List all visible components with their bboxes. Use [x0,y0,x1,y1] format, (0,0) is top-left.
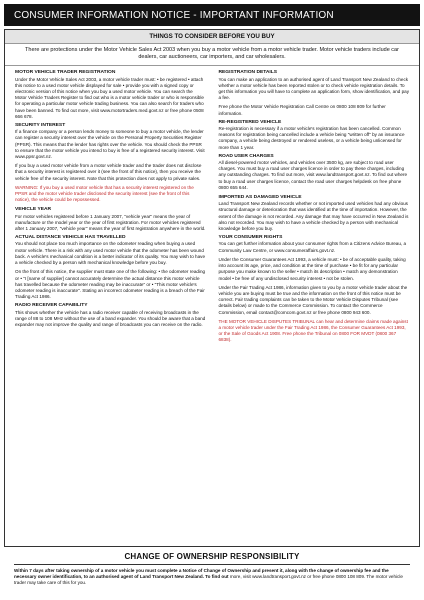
rights-text-2: Under the Consumer Guarantees Act 1993, a vehicle must: • be of acceptable quality, taking into account its age, price, and condition at the time of purchase • be fit for any particular purpose you make known to the seller • match its description • match any demonstration model • be free of any undisclosed security interest • not be stolen. [218,256,406,281]
security-warning: WARNING: If you buy a used motor vehicle that has a security interest registered on the PPSR and the motor vehicle trader disclosed the security interest (see the front of this notice), the vehicle could be repossessed. [15,184,194,203]
security-text-1: If a finance company or a person lends money to someone to buy a motor vehicle, the lender can register a security interest over the vehicle on the Personal Property Securities Register (PPSR). This means that the lender has rights over the vehicle. You should check the PPSR to ensure that the motor vehicle you intend to buy is free of a registered security interest. Visit www.ppsr.govt.nz. [15,129,205,160]
things-heading: THINGS TO CONSIDER BEFORE YOU BUY [5,30,419,44]
ownership-text [4,565,420,586]
damaged-section [219,195,410,232]
radio-section [15,303,206,328]
reregistered-text: Re-registration is necessary if a motor vehicle's registration has been cancelled. Common reasons for registration being cancelled include a vehicle being "written off" by an insurance company, a vehicle being destroyed or rendered useless, or a vehicle being unlicensed for more than 1 year. [218,126,405,150]
trader-section [15,70,206,120]
rights-text-1: You can get further information about your consumer rights from a Citizens Advice Bureau, a Community Law Centre, or www.consumeraffairs.govt.nz. [218,241,407,253]
notice-columns [5,66,419,343]
rights-heading: YOUR CONSUMER RIGHTS [218,235,283,241]
rights-text-3: Under the Fair Trading Act 1986, information given to you by a motor vehicle trader about the vehicle you are buying must be true and the information on the front of this notice must be correct. Fair trading complaints can be taken to the Motor Vehicle Disputes Tribunal (see details below) or made to the Commerce Commission. To contact the Commerce Commission, email contact@comcom.govt.nz or free phone 0800 943 600. [218,284,408,315]
damaged-text: Land Transport New Zealand records whether or not imported used vehicles had any obvious structural damage or deterioration that was identified at the time of importation. However, the extent of the damage is not recorded. Any damage that may have occurred in New Zealand is also not recorded. You may wish to have a vehicle checked by a person with mechanical knowledge before you buy. [218,201,409,232]
registration-heading: REGISTRATION DETAILS [218,70,278,76]
right-column [219,70,410,343]
year-text: For motor vehicles registered before 1 January 2007, "vehicle year" means the year of manufacture or the model year or the year of first registration. For motor vehicles registered after 1 January 2007, "vehicle year" means the year of first registration anywhere in the world. [15,213,206,232]
things-intro: There are protections under the Motor Vehicle Sales Act 2003 when you buy a motor vehicle from a motor vehicle trader. Motor vehicle traders include car dealers, car auctioneers, car importers, and car wholesalers. [5,44,419,66]
distance-text-1: You should not place too much importance on the odometer reading when buying a used motor vehicle. There is a risk with any used motor vehicle that the odometer has been wound back. A vehicle's mechanical condition is a better indicator of its quality. You may wish to have a vehicle checked by a person with mechanical knowledge before you buy. [15,241,206,266]
ruc-text: All diesel-powered motor vehicles, and vehicles over 3500 kg, are subject to road user charges. You must buy a road user charges licence in order to pay these charges, including any outstanding charges. To find out more, visit www.landtransport.govt.nz. To find out where to buy a road user charges licence, contact the road user charges helpdesk on free phone 0800 655 644. [218,160,408,190]
security-heading: SECURITY INTEREST [15,123,66,129]
trader-text: Under the Motor Vehicle Sales Act 2003, a motor vehicle trader must: • be registered • attach this notice to a used motor vehicle displayed for sale • provide you with a signed copy or electronic version of this notice when you buy a used motor vehicle. You can search the Motor Vehicle Traders Register to find out who is a motor vehicle trader or who is responsible for operating a particular motor vehicle trading business. You can also search for traders who have been banned. To find out more, visit www.motortraders.med.govt.nz or free phone 0508 666 678. [15,76,204,119]
year-section [15,207,206,232]
left-column [15,70,206,343]
security-text-2: If you buy a used motor vehicle from a motor vehicle trader and the trader does not disclose that a security interest is registered over it (see the front of this notice), then you receive the vehicle free of the security interest. Note that this protection does not apply to private sales. [15,163,202,181]
page-title: CONSUMER INFORMATION NOTICE - IMPORTANT INFORMATION [4,4,420,26]
rights-section [219,235,410,343]
registration-text-2: Free phone the Motor Vehicle Registration Call Centre on 0800 108 809 for further information. [218,104,386,116]
radio-text: This shows whether the vehicle has a radio receiver capable of receiving broadcasts in the range of 88 to 108 MHz without the use of a band expander. You should be aware that a band expander may not improve the quality and range of broadcasts you can receive on the radio. [15,309,206,327]
registration-text-1: You can make an application to an authorised agent of Land Transport New Zealand to check whether a motor vehicle has been reported stolen or to check vehicle registration details. To get this information you will have to complete an application form, show identification, and pay a fee. [218,76,409,101]
ruc-section [219,154,410,191]
distance-section [15,235,206,300]
year-heading: VEHICLE YEAR [15,207,52,213]
distance-heading: ACTUAL DISTANCE VEHICLE HAS TRAVELLED [15,235,126,241]
reregistered-heading: RE-REGISTERED VEHICLE [218,119,282,125]
trader-heading: MOTOR VEHICLE TRADER REGISTRATION [15,70,116,76]
ownership-rest-text: more, visit www.landtransport.govt.nz or free phone 0800 108 809. The motor vehicle trader may take care of this for you. [14,574,403,585]
reregistered-section [219,120,410,151]
tribunal-text: THE MOTOR VEHICLE DISPUTES TRIBUNAL can hear and determine claims made against a motor vehicle trader under the Fair Trading Act 1986, the Consumer Guarantees Act 1993, or the Sale of Goods Act 1908. Free phone the Tribunal on 0800 FOR MVDT (0800 367 6838). [218,318,408,343]
damaged-heading: IMPORTED AS DAMAGED VEHICLE [218,195,302,201]
registration-section [219,70,410,116]
ownership-heading: CHANGE OF OWNERSHIP RESPONSIBILITY [14,547,410,565]
distance-text-2: On the front of this notice, the supplier must state one of the following: • the odometer reading or • "I [name of supplier] cannot accurately determine the actual distance this motor vehicle has travelled because the odometer reading may be inaccurate" or • "This motor vehicle's odometer reading is inaccurate". Stating an incorrect odometer reading is a breach of the Fair Trading Act 1986. [15,269,206,300]
radio-heading: RADIO RECEIVER CAPABILITY [15,303,88,309]
ruc-heading: ROAD USER CHARGES [218,153,274,159]
security-section [15,123,206,203]
notice-frame [4,29,420,547]
ownership-bold-text: Within 7 days after taking ownership of a motor vehicle you must complete a Notice of Change of Ownership and present it, along with the change of ownership fee and the necessary owner identification, to an authorised agent of Land Transport New Zealand. To find out [14,568,389,579]
